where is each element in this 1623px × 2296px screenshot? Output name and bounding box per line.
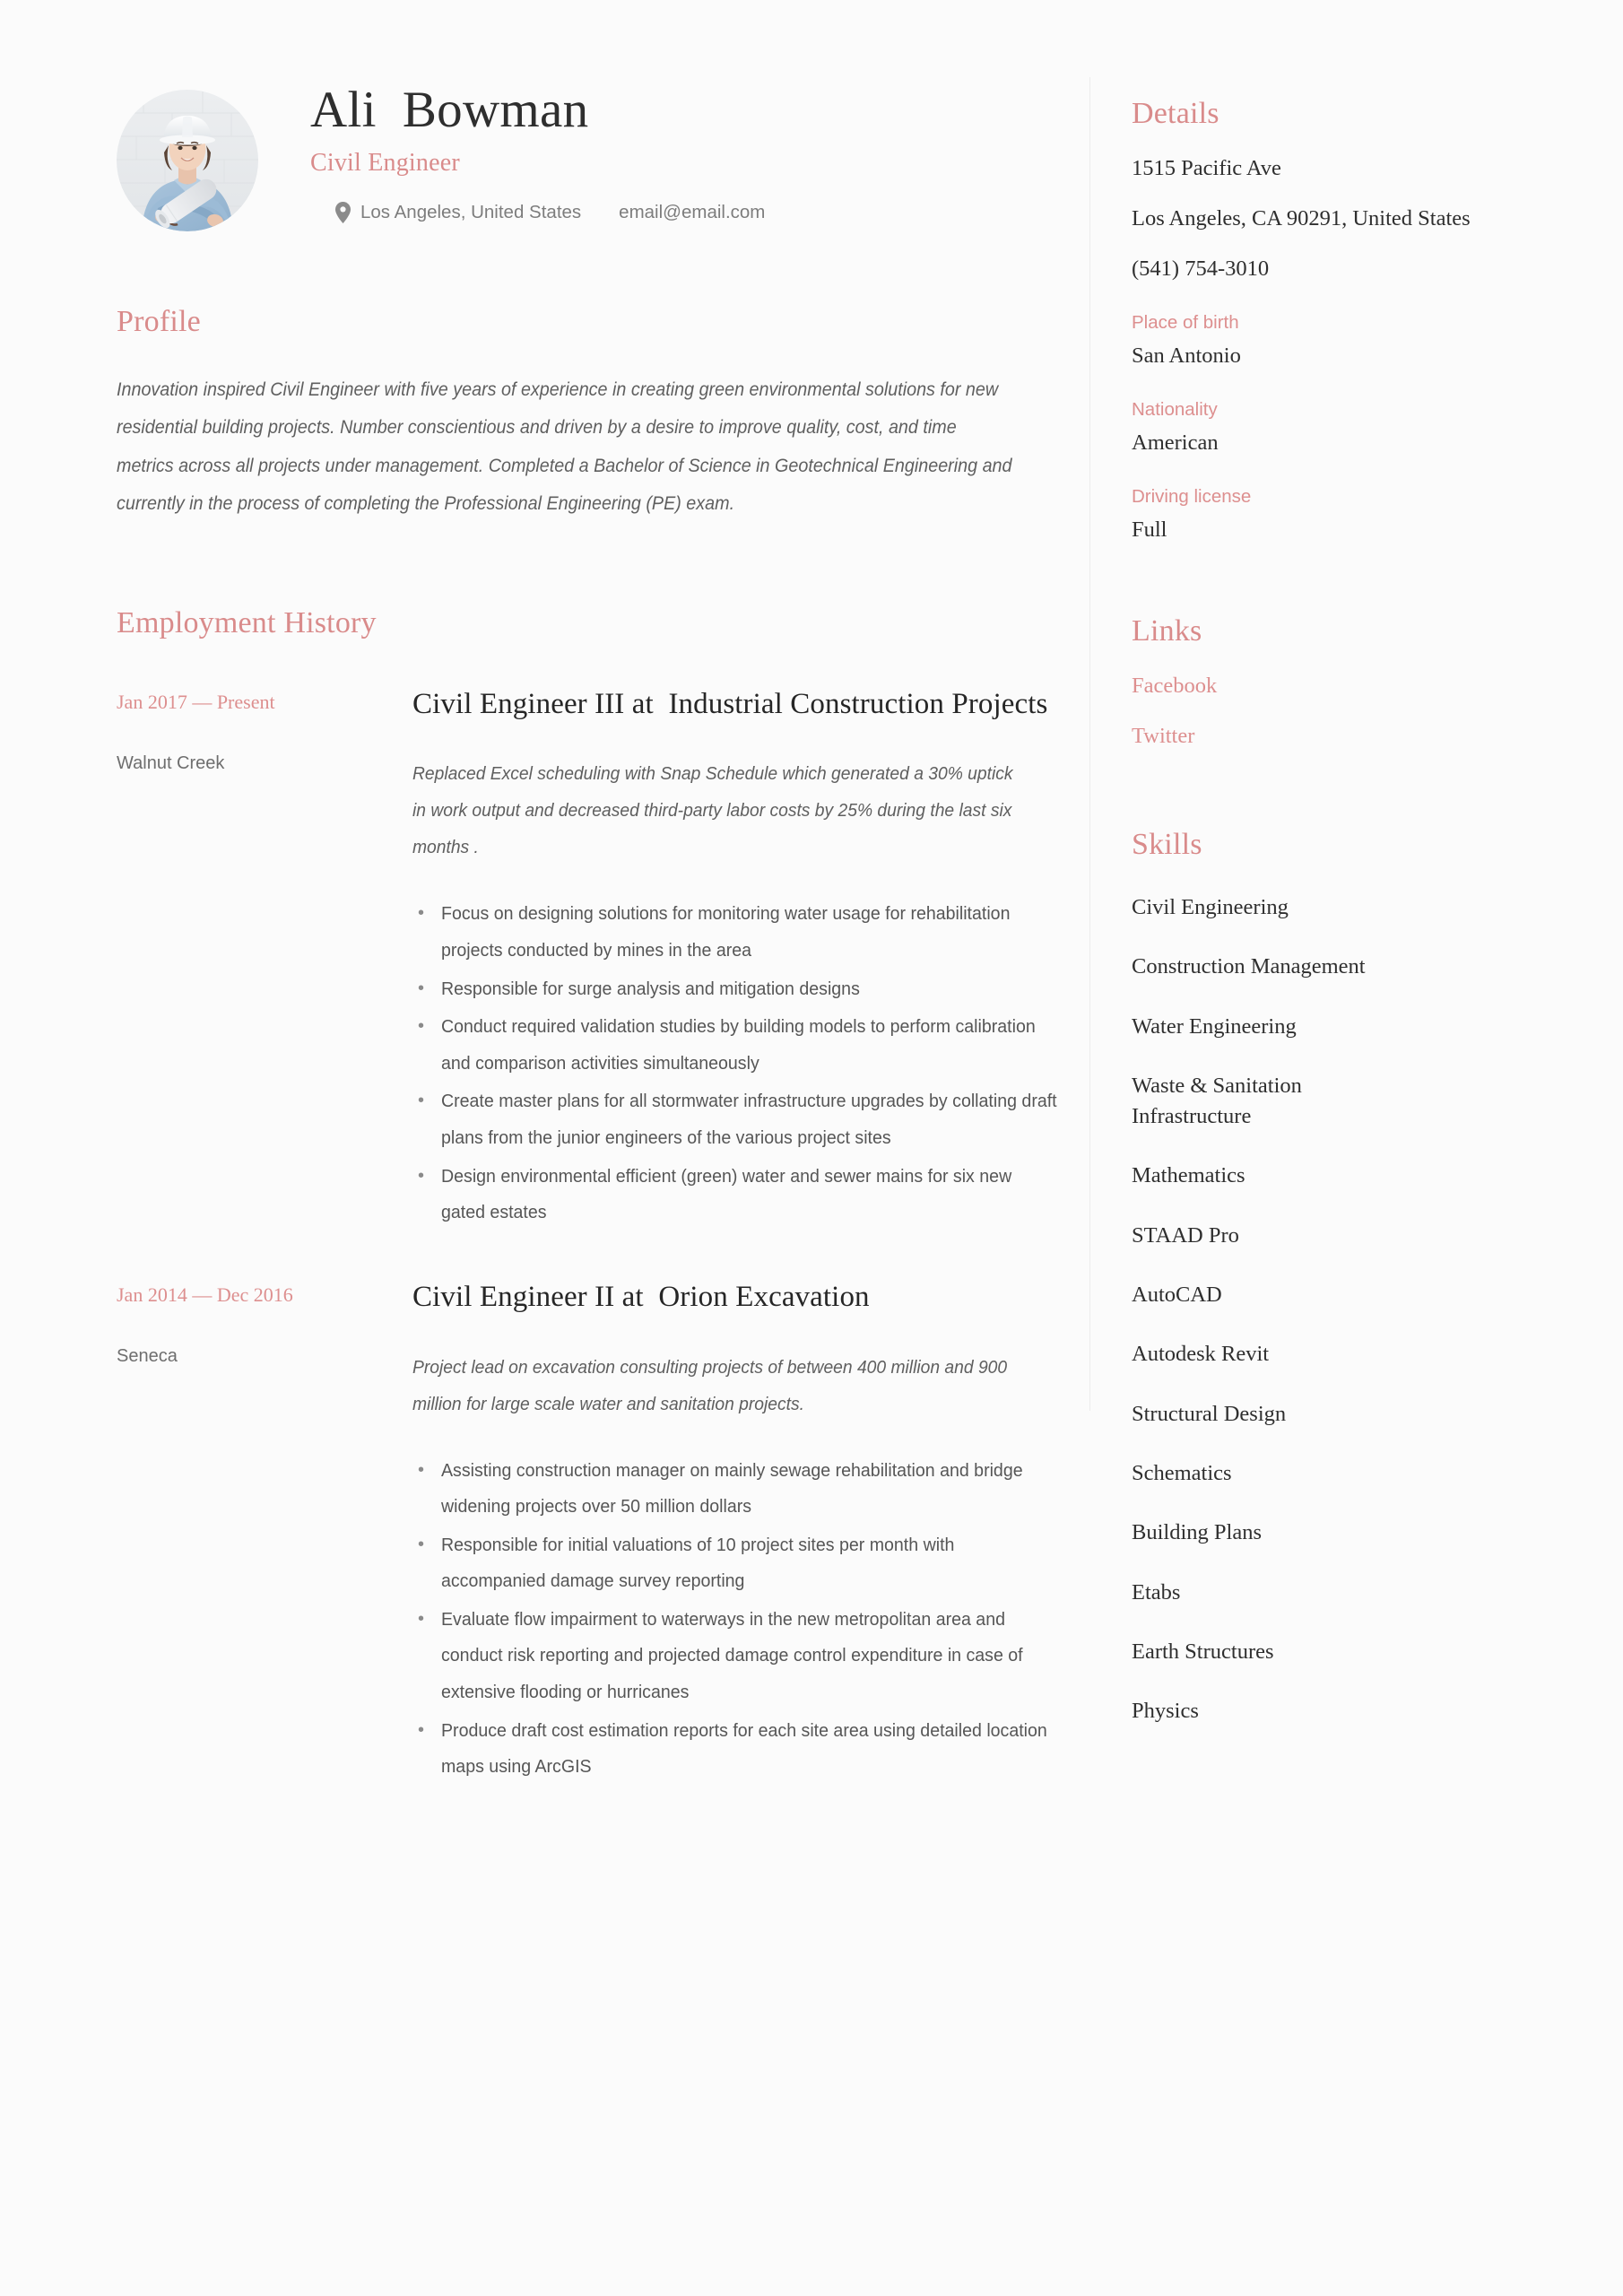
skills-heading: Skills — [1132, 828, 1202, 861]
skill-item: Building Plans — [1132, 1520, 1262, 1545]
bullet-text: Produce draft cost estimation reports for each site area using detailed location maps using ArcGIS — [441, 1719, 1047, 1778]
address-line-1: 1515 Pacific Ave — [1132, 156, 1281, 180]
job-content — [412, 683, 1089, 1233]
location-text: Los Angeles, United States — [360, 201, 582, 222]
detail-field — [1132, 399, 1623, 456]
contact-row — [310, 202, 765, 223]
page-title: Ali Bowman — [310, 82, 589, 138]
bullet-text: Design environmental efficient (green) water and sewer mains for six new gated estates — [441, 1165, 1012, 1223]
employment-list — [117, 683, 1089, 1787]
links-section — [1132, 614, 1623, 749]
bullet-text: Conduct required validation studies by building models to perform calibration and comparison activities simultaneously — [441, 1016, 1036, 1074]
link-facebook[interactable]: Facebook — [1132, 674, 1218, 698]
contact-location — [335, 202, 581, 223]
bullet-dot-icon: • — [418, 1459, 425, 1480]
map-pin-icon — [335, 202, 351, 223]
job-title: Civil Engineer III at Industrial Construction Projects — [412, 687, 1048, 720]
job-location: Seneca — [117, 1345, 178, 1366]
bullet-text: Evaluate flow impairment to waterways in the new metropolitan area and conduct risk reporting and projected damage control expenditure in case of extensive flooding or hurricanes — [441, 1608, 1023, 1703]
skills-list — [1132, 892, 1623, 1726]
bullet-dot-icon: • — [418, 903, 425, 924]
bullet-dot-icon: • — [418, 1719, 425, 1740]
profile-text: Innovation inspired Civil Engineer with five years of experience in creating green environmental solutions for new residential building projects. Number conscientious and driven by a desire to improve quality, cost, and time metrics across all projects under management. Completed a Bachelor of Science in Geotechnical Engineering and currently in the process of completing the Professional Engineering (PE) exam. — [117, 379, 1012, 515]
avatar — [117, 90, 258, 231]
skills-section — [1132, 828, 1623, 1726]
job-title: Civil Engineer II at Orion Excavation — [412, 1280, 870, 1313]
job-bullet-list — [412, 896, 1089, 1231]
details-section — [1132, 97, 1623, 543]
job-content — [412, 1276, 1089, 1787]
profile-heading: Profile — [117, 305, 201, 338]
job-location: Walnut Creek — [117, 752, 225, 773]
detail-field-value: American — [1132, 430, 1219, 455]
skill-item: Physics — [1132, 1699, 1199, 1724]
header-text — [258, 70, 765, 223]
details-heading: Details — [1132, 97, 1219, 130]
bullet-dot-icon: • — [418, 1608, 425, 1629]
detail-field-value: San Antonio — [1132, 344, 1241, 368]
employment-heading: Employment History — [117, 605, 377, 639]
skill-item: STAAD Pro — [1132, 1222, 1239, 1248]
contact-email[interactable] — [619, 202, 765, 223]
job-bullet — [412, 1527, 1089, 1600]
skill-item: Schematics — [1132, 1460, 1232, 1485]
job-bullet — [412, 1602, 1089, 1711]
bullet-text: Focus on designing solutions for monitoring water usage for rehabilitation projects conducted by mines in the area — [441, 903, 1011, 961]
detail-field-label: Nationality — [1132, 399, 1218, 420]
skill-item: Waste & Sanitation Infrastructure — [1132, 1073, 1302, 1129]
job-bullet — [412, 1009, 1089, 1082]
bullet-text: Responsible for initial valuations of 10 project sites per month with accompanied damage survey reporting — [441, 1534, 955, 1592]
detail-fields-list — [1132, 312, 1623, 543]
skill-item: Etabs — [1132, 1579, 1181, 1605]
skill-item: Construction Management — [1132, 954, 1366, 979]
detail-field-label: Place of birth — [1132, 312, 1239, 333]
bullet-dot-icon: • — [418, 1016, 425, 1037]
bullet-dot-icon: • — [418, 1165, 425, 1186]
job-bullet — [412, 1453, 1089, 1526]
skill-item: Mathematics — [1132, 1163, 1245, 1188]
job-bullet — [412, 971, 1089, 1008]
skill-item: Autodesk Revit — [1132, 1342, 1270, 1367]
resume-header — [117, 70, 1089, 231]
detail-field-label: Driving license — [1132, 486, 1252, 507]
links-list — [1132, 674, 1623, 749]
employment-section — [117, 606, 1089, 1787]
job-bullet — [412, 1083, 1089, 1156]
skill-item: Civil Engineering — [1132, 895, 1289, 919]
bullet-text: Responsible for surge analysis and mitigation designs — [441, 978, 860, 999]
job-bullet — [412, 1713, 1089, 1786]
link-twitter[interactable]: Twitter — [1132, 724, 1195, 748]
detail-field-value: Full — [1132, 517, 1167, 542]
email-text[interactable]: email@email.com — [619, 201, 766, 222]
job-description: Replaced Excel scheduling with Snap Schedule which generated a 30% uptick in work output and decreased third-party labor costs by 25% during the last six months . — [412, 763, 1013, 858]
detail-field — [1132, 486, 1623, 543]
links-heading: Links — [1132, 614, 1202, 648]
job-description: Project lead on excavation consulting projects of between 400 million and 900 million for large scale water and sanitation projects. — [412, 1356, 1008, 1414]
job-role-subtitle: Civil Engineer — [310, 148, 460, 177]
bullet-text: Create master plans for all stormwater infrastructure upgrades by collating draft plans from the junior engineers of the various project sites — [441, 1091, 1057, 1148]
sidebar — [1090, 0, 1623, 1787]
job-bullet — [412, 896, 1089, 969]
job-dates: Jan 2014 — Dec 2016 — [117, 1283, 293, 1306]
bullet-text: Assisting construction manager on mainly sewage rehabilitation and bridge widening projects over 50 million dollars — [441, 1459, 1023, 1518]
job-bullet-list — [412, 1453, 1089, 1786]
job-meta — [117, 683, 412, 1233]
job-bullet — [412, 1159, 1089, 1231]
profile-section — [117, 305, 1089, 524]
bullet-dot-icon: • — [418, 1534, 425, 1554]
skill-item: Water Engineering — [1132, 1013, 1297, 1039]
job-entry — [117, 683, 1089, 1233]
job-meta — [117, 1276, 412, 1787]
bullet-dot-icon: • — [418, 978, 425, 998]
phone-number: (541) 754-3010 — [1132, 257, 1270, 281]
detail-field — [1132, 312, 1623, 369]
bullet-dot-icon: • — [418, 1091, 425, 1111]
skill-item: Structural Design — [1132, 1401, 1287, 1426]
job-dates: Jan 2017 — Present — [117, 690, 275, 713]
job-entry — [117, 1276, 1089, 1787]
skill-item: Earth Structures — [1132, 1639, 1274, 1664]
address-line-2: Los Angeles, CA 90291, United States — [1132, 206, 1471, 230]
skill-item: AutoCAD — [1132, 1283, 1222, 1308]
